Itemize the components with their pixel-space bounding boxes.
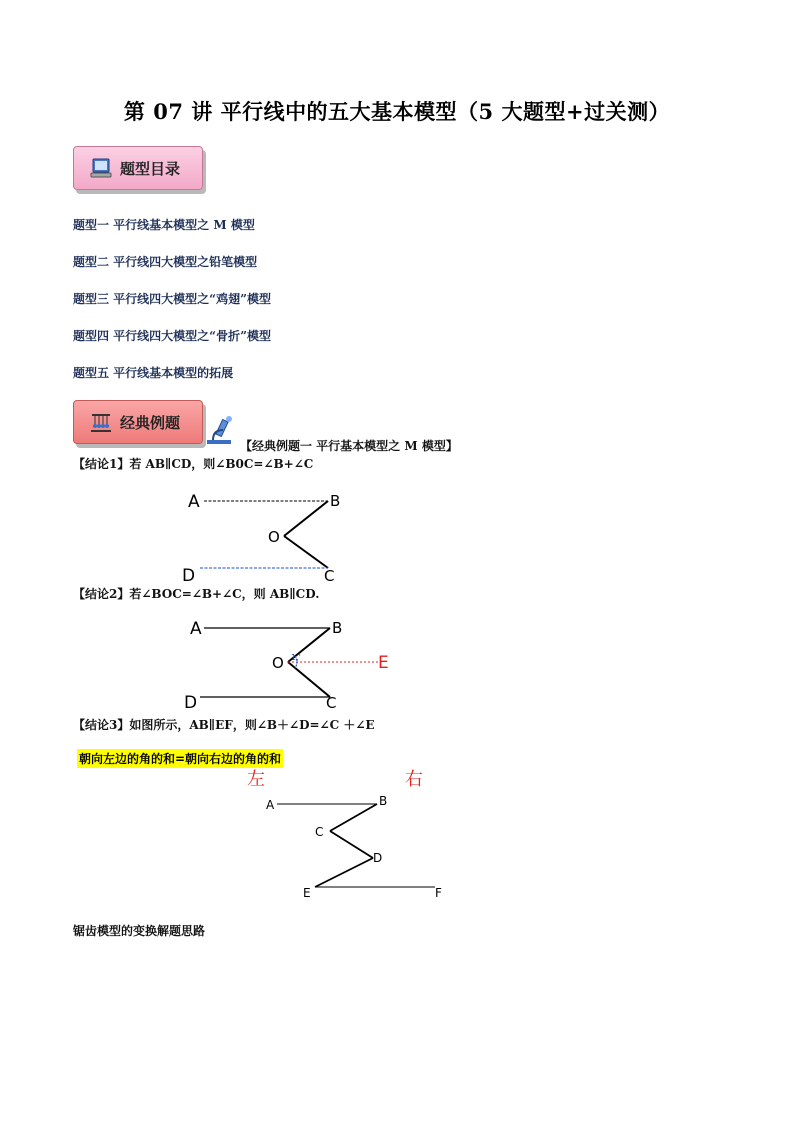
angle-marks: 1,' — [291, 653, 301, 662]
label-b: B — [330, 492, 341, 510]
label-a: A — [190, 619, 202, 639]
label-o: O — [268, 528, 280, 546]
label-left: 左 — [247, 769, 265, 790]
label-a: A — [266, 798, 275, 812]
toc-badge-label: 题型目录 — [120, 159, 181, 178]
microscope-icon — [205, 414, 239, 446]
label-d: D — [373, 851, 383, 865]
segment-de — [315, 858, 373, 887]
figure-1 — [178, 485, 358, 585]
conclusion-1: 【结论1】若 AB∥CD，则∠B0C=∠B+∠C — [73, 457, 314, 471]
toc-item-1[interactable]: 题型一 平行线基本模型之 M 模型 — [73, 218, 255, 232]
segment-bc — [330, 804, 377, 831]
segment-bo — [284, 501, 328, 536]
segment-oc — [284, 536, 328, 568]
toc-item-5[interactable]: 题型五 平行线基本模型的拓展 — [73, 366, 234, 380]
label-f: F — [435, 886, 442, 900]
toc-badge — [73, 146, 203, 190]
figure-3 — [245, 765, 455, 905]
label-right: 右 — [405, 769, 423, 790]
computer-icon — [90, 157, 112, 179]
label-d: D — [184, 693, 198, 712]
examples-badge — [73, 400, 203, 444]
conclusion-2: 【结论2】若∠BOC=∠B+∠C，则 AB∥CD. — [73, 587, 320, 601]
footer-note: 锯齿模型的变换解题思路 — [73, 924, 206, 938]
label-b: B — [379, 794, 388, 808]
highlighted-rule: 朝向左边的角的和=朝向右边的角的和 — [77, 749, 283, 768]
label-c: C — [326, 694, 337, 712]
label-d: D — [182, 566, 196, 585]
label-e: E — [378, 653, 389, 673]
toc-item-3[interactable]: 题型三 平行线四大模型之“鸡翅”模型 — [73, 292, 271, 306]
figure-2 — [178, 612, 398, 712]
segment-oc — [288, 662, 330, 697]
segment-cd — [330, 831, 373, 858]
toc-item-4[interactable]: 题型四 平行线四大模型之“骨折”模型 — [73, 329, 271, 343]
label-b: B — [332, 619, 343, 637]
label-c: C — [324, 567, 335, 585]
newtons-cradle-icon — [90, 411, 112, 433]
label-e: E — [303, 886, 311, 900]
conclusion-3: 【结论3】如图所示，AB∥EF，则∠B＋∠D=∠C ＋∠E — [73, 718, 375, 732]
examples-badge-label: 经典例题 — [120, 413, 181, 432]
label-c: C — [315, 825, 324, 839]
label-o: O — [272, 654, 284, 672]
toc-item-2[interactable]: 题型二 平行线四大模型之铅笔模型 — [73, 255, 258, 269]
page-title: 第 07 讲 平行线中的五大基本模型（5 大题型+过关测） — [123, 99, 671, 124]
example-heading: 【经典例题一 平行基本模型之 M 模型】 — [240, 439, 458, 453]
label-a: A — [188, 492, 200, 512]
